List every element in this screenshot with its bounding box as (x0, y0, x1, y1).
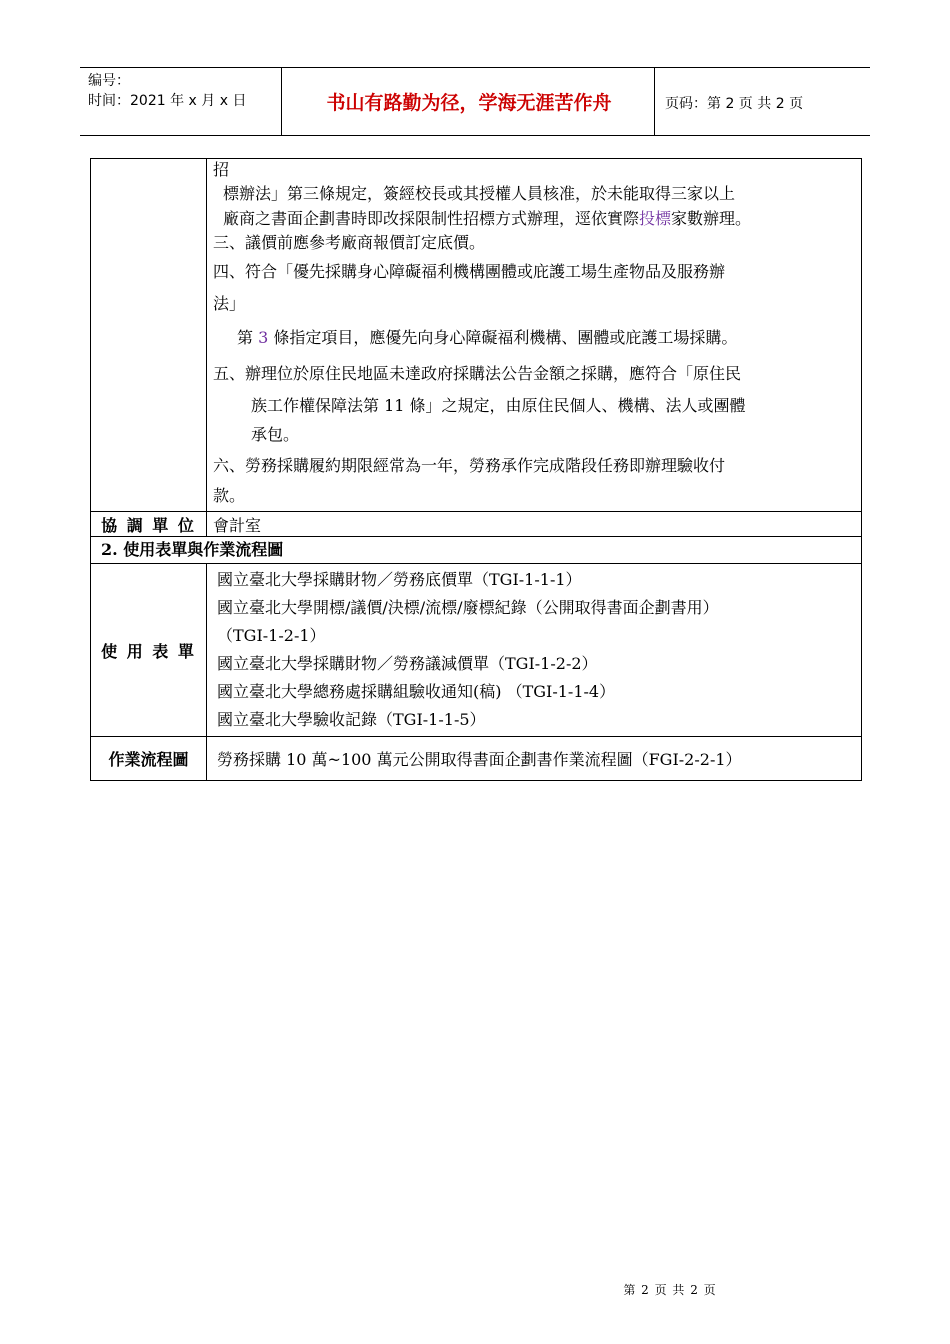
form-item[interactable]: 國立臺北大學採購財物／勞務底價單（TGI-1-1-1） (217, 570, 582, 589)
coordination-label: 協 調 單 位 (91, 512, 207, 537)
flow-row (91, 737, 862, 781)
content-line-2-a: 廠商之書面企劃書時即改採限制性招標方式辦理，逕依實際 (223, 209, 640, 228)
content-line-2-b: 家數辦理。 (671, 209, 752, 228)
content-line-2 (213, 207, 855, 231)
footer-page-number: 第 2 页 共 2 页 (623, 1283, 717, 1297)
header-motto: 书山有路勤为径，学海无涯苦作舟 (326, 92, 612, 114)
flow-value[interactable]: 勞務採購 10 萬~100 萬元公開取得書面企劃書作業流程圖（FGI-2-2-1） (207, 737, 862, 781)
form-item[interactable]: 國立臺北大學開標/議價/決標/流標/廢標紀錄（公開取得書面企劃書用） (217, 598, 719, 617)
forms-row (91, 564, 862, 737)
content-item-6-line-2: 款。 (213, 486, 246, 505)
content-line-1: 標辦法」第三條規定，簽經校長或其授權人員核准，於未能取得三家以上 (223, 184, 736, 203)
content-item-3: 三、議價前應參考廠商報價訂定底價。 (213, 233, 486, 252)
form-item[interactable]: 國立臺北大學總務處採購組驗收通知(稿) （TGI-1-1-4） (217, 682, 616, 701)
form-item[interactable]: 國立臺北大學驗收記錄（TGI-1-1-5） (217, 710, 486, 729)
header-bottom-rule (80, 135, 870, 136)
content-item-5-line-3: 承包。 (251, 425, 300, 444)
content-item-5-line-2: 族工作權保障法第 11 條」之規定，由原住民個人、機構、法人或團體 (251, 396, 746, 415)
content-item-4-line-2: 法」 (213, 294, 246, 313)
bid-link[interactable]: 投標 (639, 209, 672, 228)
content-item-5-line-1: 五、辦理位於原住民地區未達政府採購法公告金額之採購，應符合「原住民 (213, 364, 742, 383)
flow-label: 作業流程圖 (91, 737, 207, 781)
forms-label: 使 用 表 單 (91, 564, 207, 737)
content-item-4-line-3-a: 第 (237, 328, 259, 347)
coordination-value: 會計室 (207, 512, 862, 537)
forms-list (207, 564, 862, 737)
procedure-table (90, 158, 862, 781)
header-divider-right (654, 67, 655, 136)
header-top-rule (80, 67, 870, 68)
content-item-6-line-1: 六、勞務採購履約期限經常為一年，勞務承作完成階段任務即辦理驗收付 (213, 456, 726, 475)
form-item[interactable]: 國立臺北大學採購財物／勞務議減價單（TGI-1-2-2） (217, 654, 598, 673)
section2-title: 2. 使用表單與作業流程圖 (91, 537, 862, 564)
content-row-label-cell (91, 159, 207, 512)
content-row (91, 159, 862, 512)
content-item-4-line-3-num: 3 (258, 328, 269, 347)
content-cell (207, 159, 862, 512)
form-item[interactable]: （TGI-1-2-1） (217, 626, 326, 645)
content-item-4-line-1: 四、符合「優先採購身心障礙福利機構團體或庇護工場生產物品及服務辦 (213, 262, 726, 281)
header-page-info: 页码：第 2 页 共 2 页 (665, 96, 804, 112)
coordination-row (91, 512, 862, 537)
content-item-4-line-3-b: 條指定項目，應優先向身心障礙福利機構、團體或庇護工場採購。 (268, 328, 738, 347)
content-item-4-line-3 (213, 319, 855, 357)
content-line-zhao: 招 (213, 160, 230, 179)
section2-title-row (91, 537, 862, 564)
header-time-label: 时间：2021 年 x 月 x 日 (88, 93, 247, 109)
header-divider-left (281, 67, 282, 136)
header-number-label: 编号： (88, 73, 130, 89)
